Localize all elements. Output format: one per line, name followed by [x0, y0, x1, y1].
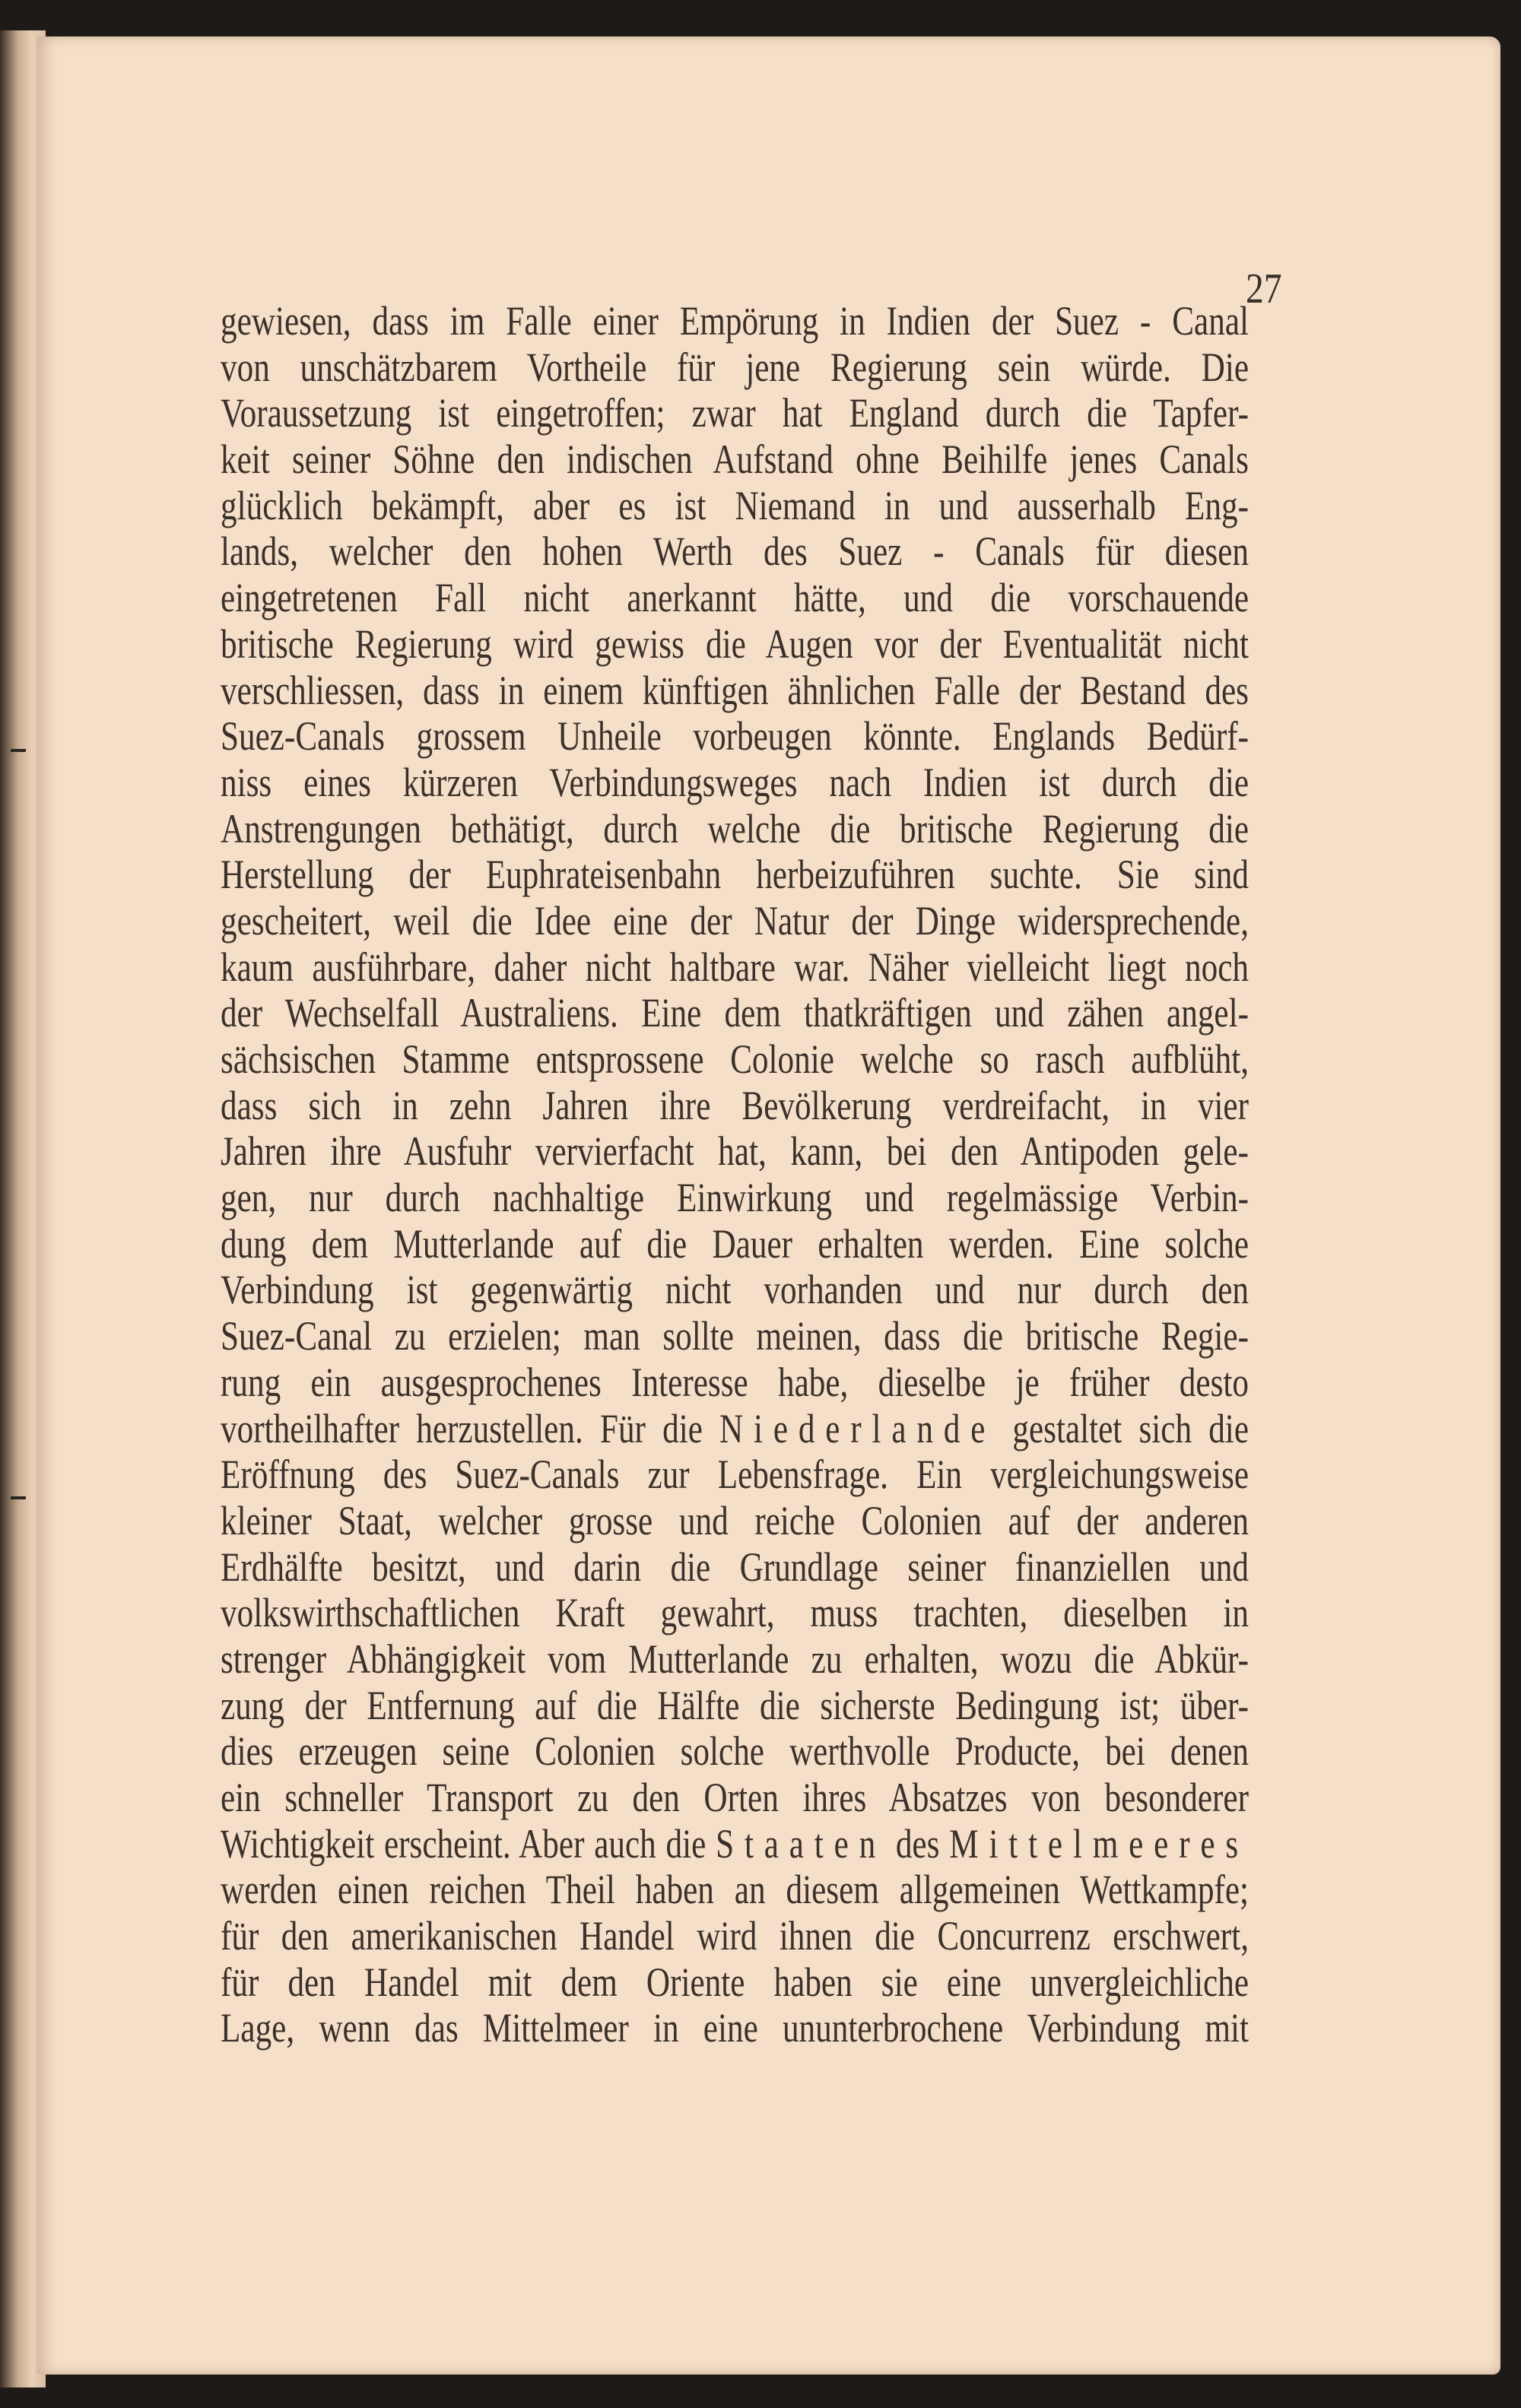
text-line	[221, 483, 1249, 529]
spaced-emphasis: Staaten	[716, 1820, 887, 1867]
text-segment: britische Regierung wird gewiss die Augen vor der Eventualität nicht	[221, 620, 1249, 667]
text-segment: für den Handel mit dem Oriente haben sie eine unvergleichliche	[221, 1959, 1249, 2005]
text-line	[221, 1590, 1249, 1636]
text-line	[221, 436, 1249, 483]
text-segment: Herstellung der Euphrateisenbahn herbeizuführen suchte. Sie sind	[221, 852, 1249, 898]
text-line	[221, 1913, 1249, 1959]
text-line	[221, 1451, 1249, 1498]
text-segment: vortheilhafter herzustellen. Für die	[221, 1405, 720, 1451]
spaced-emphasis: Niederlande	[719, 1405, 996, 1451]
text-line	[221, 1728, 1249, 1775]
text-line	[221, 1083, 1249, 1129]
text-segment: Lage, wenn das Mittelmeer in eine ununterbrochene Verbindung mit	[221, 2005, 1249, 2051]
text-line	[221, 1313, 1249, 1359]
text-line	[221, 1498, 1249, 1544]
text-segment: kleiner Staat, welcher grosse und reiche Colonien auf der anderen	[221, 1497, 1249, 1543]
text-segment: niss eines kürzeren Verbindungsweges nach Indien ist durch die	[221, 759, 1249, 805]
text-line	[221, 760, 1249, 806]
text-line	[221, 298, 1249, 344]
text-line	[221, 2005, 1249, 2051]
text-segment: des	[886, 1820, 950, 1867]
text-segment: dies erzeugen seine Colonien solche werthvolle Producte, bei denen	[221, 1728, 1249, 1775]
text-segment: dass sich in zehn Jahren ihre Bevölkerung verdreifacht, in vier	[221, 1082, 1249, 1128]
text-segment: ein schneller Transport zu den Orten ihres Absatzes von besonderer	[221, 1775, 1249, 1820]
text-line	[221, 713, 1249, 760]
text-segment: der Wechselfall Australiens. Eine dem thatkräftigen und zähen angel-	[221, 990, 1249, 1036]
text-line	[221, 990, 1249, 1036]
text-line	[221, 898, 1249, 944]
text-line	[221, 1867, 1249, 1913]
text-segment: Jahren ihre Ausfuhr vervierfacht hat, kann, bei den Antipoden gele-	[221, 1128, 1249, 1175]
text-line	[221, 944, 1249, 991]
text-segment: Verbindung ist gegenwärtig nicht vorhanden und nur durch den	[221, 1267, 1249, 1313]
text-line	[221, 1359, 1249, 1406]
text-segment: gescheitert, weil die Idee eine der Natur der Dinge widersprechende,	[221, 897, 1249, 944]
body-text	[221, 298, 1249, 2051]
text-line	[221, 1036, 1249, 1083]
text-segment: keit seiner Söhne den indischen Aufstand ohne Beihilfe jenes Canals	[221, 436, 1249, 483]
text-line	[221, 1544, 1249, 1591]
text-segment: von unschätzbarem Vortheile für jene Regierung sein würde. Die	[221, 344, 1249, 390]
text-line	[221, 1406, 1249, 1452]
text-segment: dung dem Mutterlande auf die Dauer erhalten werden. Eine solche	[221, 1220, 1249, 1267]
text-line	[221, 1683, 1249, 1729]
text-line	[221, 1636, 1249, 1683]
text-line	[221, 806, 1249, 852]
text-line	[221, 528, 1249, 575]
text-segment: Suez-Canal zu erzielen; man sollte meinen, dass die britische Regie-	[221, 1313, 1249, 1359]
text-line	[221, 390, 1249, 436]
text-segment: gen, nur durch nachhaltige Einwirkung und regelmässige Verbin-	[221, 1175, 1249, 1221]
text-segment: lands, welcher den hohen Werth des Suez - Canals für diesen	[221, 528, 1249, 575]
text-segment: Suez-Canals grossem Unheile vorbeugen könnte. Englands Bedürf-	[221, 713, 1249, 760]
text-segment: gestaltet sich die	[995, 1405, 1249, 1451]
text-segment: zung der Entfernung auf die Hälfte die sicherste Bedingung ist; über-	[221, 1682, 1249, 1728]
text-line	[221, 1175, 1249, 1221]
margin-mark	[11, 1496, 26, 1499]
text-line	[221, 621, 1249, 668]
text-line	[221, 1959, 1249, 2006]
text-segment: werden einen reichen Theil haben an diesem allgemeinen Wettkampfe;	[221, 1867, 1249, 1913]
text-segment: Eröffnung des Suez-Canals zur Lebensfrage. Ein vergleichungsweise	[221, 1451, 1249, 1498]
page-number: 27	[1246, 265, 1282, 313]
text-line	[221, 575, 1249, 621]
text-line	[221, 668, 1249, 714]
text-segment: Erdhälfte besitzt, und darin die Grundlage seiner finanziellen und	[221, 1543, 1249, 1590]
text-line	[221, 344, 1249, 391]
spaced-emphasis: Mittelmeeres	[949, 1820, 1250, 1867]
text-segment: kaum ausführbare, daher nicht haltbare war. Näher vielleicht liegt noch	[221, 944, 1249, 990]
text-line	[221, 1267, 1249, 1313]
text-segment: glücklich bekämpft, aber es ist Niemand in und ausserhalb Eng-	[221, 482, 1249, 528]
margin-mark	[11, 749, 26, 752]
text-line	[221, 852, 1249, 898]
text-line	[221, 1221, 1249, 1267]
text-line	[221, 1128, 1249, 1175]
text-segment: Wichtigkeit erscheint. Aber auch die	[221, 1820, 716, 1867]
text-line	[221, 1821, 1249, 1867]
text-segment: für den amerikanischen Handel wird ihnen die Concurrenz erschwert,	[221, 1913, 1249, 1959]
text-segment: Voraussetzung ist eingetroffen; zwar hat England durch die Tapfer-	[221, 390, 1249, 436]
text-segment: rung ein ausgesprochenes Interesse habe, dieselbe je früher desto	[221, 1359, 1249, 1405]
text-segment: Anstrengungen bethätigt, durch welche die britische Regierung die	[221, 805, 1249, 852]
text-segment: sächsischen Stamme entsprossene Colonie welche so rasch aufblüht,	[221, 1036, 1249, 1082]
text-segment: volkswirthschaftlichen Kraft gewahrt, muss trachten, dieselben in	[221, 1590, 1249, 1636]
text-segment: eingetretenen Fall nicht anerkannt hätte, und die vorschauende	[221, 575, 1249, 621]
text-segment: gewiesen, dass im Falle einer Empörung in Indien der Suez - Canal	[221, 298, 1249, 344]
text-segment: verschliessen, dass in einem künftigen ähnlichen Falle der Bestand des	[221, 667, 1249, 713]
text-line	[221, 1775, 1249, 1821]
text-segment: strenger Abhängigkeit vom Mutterlande zu erhalten, wozu die Abkür-	[221, 1635, 1249, 1682]
